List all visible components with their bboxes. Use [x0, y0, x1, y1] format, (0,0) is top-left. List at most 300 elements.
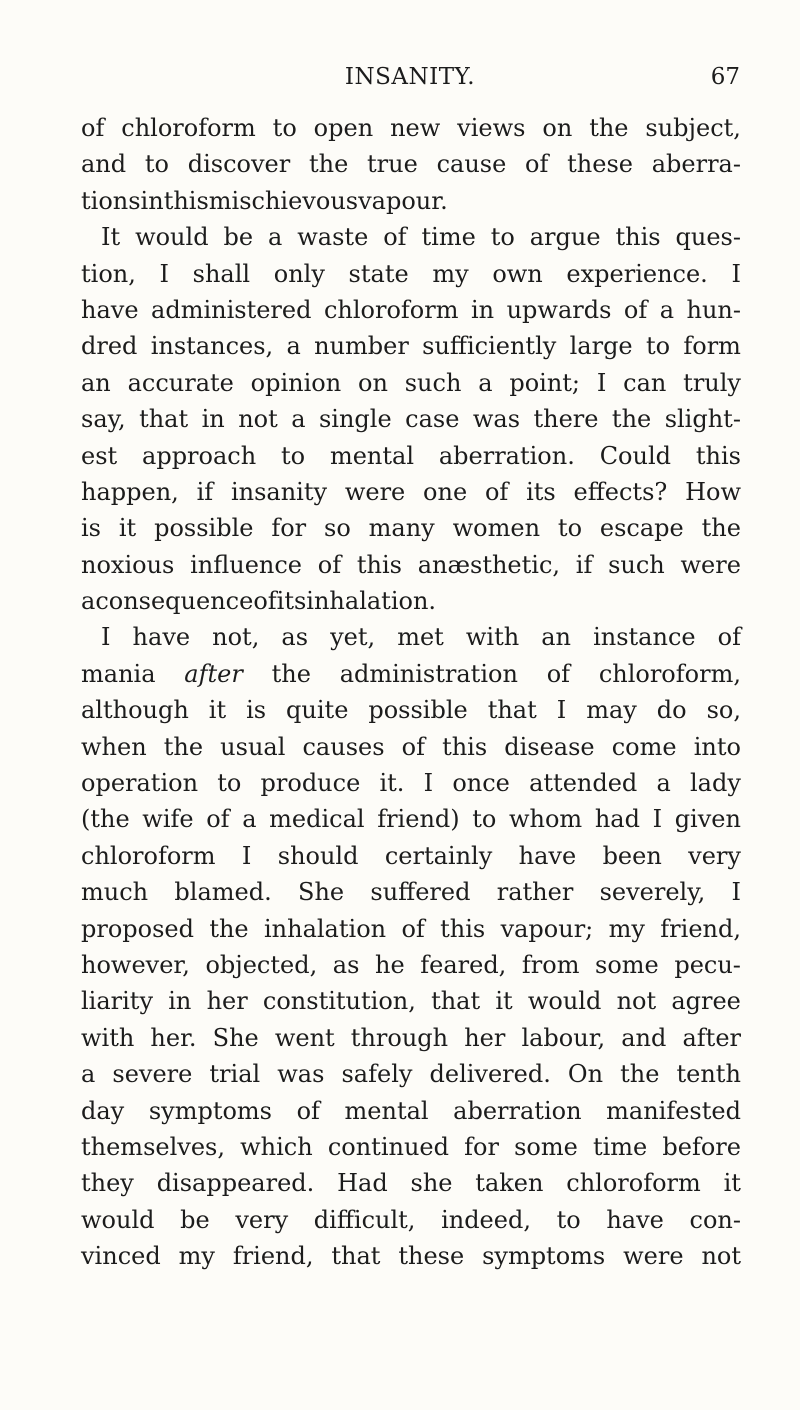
word: to [490, 223, 515, 252]
word: that [487, 696, 537, 725]
text-line [81, 474, 741, 510]
word: so [324, 514, 351, 543]
word: lady [690, 769, 741, 798]
word: from [521, 950, 580, 979]
word: She [298, 878, 345, 907]
word: on [358, 368, 388, 397]
word: themselves, [81, 1132, 225, 1161]
word: the [308, 150, 349, 179]
word: not [238, 405, 278, 434]
word: be [223, 223, 254, 252]
word: inhalation. [306, 587, 437, 616]
word: is [81, 514, 101, 543]
word: once [452, 769, 510, 798]
text-line [81, 838, 741, 874]
word: large [569, 332, 633, 361]
word: some [595, 950, 659, 979]
word: of [253, 587, 277, 616]
text-line [81, 692, 741, 728]
word: It [101, 223, 121, 252]
word: (the [81, 805, 130, 834]
text-line [81, 256, 741, 292]
word: possible [154, 514, 254, 543]
word: views [457, 114, 526, 142]
word: Had [337, 1169, 388, 1198]
word: chloroform [121, 114, 256, 142]
word: to [217, 769, 242, 798]
word: some [514, 1132, 578, 1161]
word: time [592, 1132, 648, 1161]
text-line [81, 1165, 741, 1201]
word: noxious [81, 550, 175, 579]
word: escape [599, 514, 684, 543]
word: would [81, 1205, 155, 1234]
word: severe [112, 1060, 193, 1089]
word: case [405, 405, 460, 434]
word: consequence [95, 587, 254, 616]
word: were [344, 477, 406, 506]
word: her [206, 987, 248, 1016]
text-line [81, 1093, 741, 1129]
word: be [180, 1205, 210, 1234]
word: to [556, 1205, 581, 1234]
word: of [296, 1096, 320, 1125]
word: went [274, 1023, 335, 1052]
word: it [723, 1169, 741, 1198]
word: produce [260, 769, 361, 798]
word: manifested [606, 1096, 741, 1125]
word: happen, [81, 477, 179, 506]
word: of [401, 732, 425, 761]
word: yet, [330, 623, 376, 652]
word: should [277, 841, 359, 870]
word: come [611, 732, 677, 761]
word: it [495, 987, 513, 1016]
word: when [81, 732, 147, 761]
word: an [81, 368, 111, 397]
word: to [472, 805, 497, 834]
word: anæsthetic, [417, 550, 561, 579]
word: it [118, 514, 137, 543]
word: have [518, 841, 577, 870]
text-line [81, 401, 741, 437]
word: this [442, 732, 488, 761]
word: possible [368, 696, 468, 725]
word: it. [379, 769, 405, 798]
text-line [81, 292, 741, 328]
word: Could [599, 441, 671, 470]
word: to [557, 514, 583, 543]
word: I [101, 623, 111, 652]
word: given [674, 805, 741, 834]
text-line [81, 583, 741, 619]
word: have [81, 295, 139, 324]
word: that [139, 405, 189, 434]
page-body-text [81, 110, 741, 1275]
word: est [81, 441, 118, 470]
word: aberration [453, 1096, 582, 1125]
text-line [81, 729, 741, 765]
word: agree [671, 987, 741, 1016]
text-line [81, 328, 741, 364]
word: I [731, 878, 741, 907]
word: of [383, 223, 407, 252]
word: a [268, 223, 283, 252]
word: dred [81, 332, 138, 361]
text-line [81, 801, 741, 837]
word: and [621, 1023, 667, 1052]
word: he [375, 950, 405, 979]
word: subject, [645, 114, 741, 142]
word: quite [286, 696, 349, 725]
word: of [317, 550, 342, 579]
word: many [368, 514, 435, 543]
word: day [81, 1096, 125, 1125]
text-line [81, 1056, 741, 1092]
word: friend, [232, 1242, 314, 1271]
word: the [209, 914, 249, 943]
word: in [140, 186, 164, 215]
word: usual [220, 732, 286, 761]
word: a [291, 405, 306, 434]
word: liarity [81, 987, 154, 1016]
word: with [465, 623, 520, 652]
word: symptoms [148, 1096, 272, 1125]
word: discover [187, 150, 291, 179]
word: own [492, 259, 543, 288]
word: effects? [573, 477, 668, 506]
text-line [81, 619, 741, 655]
text-line [81, 183, 741, 219]
word: blamed. [174, 878, 272, 907]
running-title: INSANITY. [344, 64, 476, 90]
word: pecu- [674, 950, 741, 979]
word: into [693, 732, 741, 761]
text-line [81, 656, 741, 692]
word: as [281, 623, 309, 652]
word: have [132, 623, 191, 652]
text-line [81, 365, 741, 401]
word: friend) [377, 805, 460, 834]
word: symptoms [482, 1242, 606, 1271]
word: tions [81, 186, 141, 215]
text-line [81, 1129, 741, 1165]
word: upwards [506, 295, 612, 324]
word: aberra- [651, 150, 741, 179]
word: if [575, 550, 593, 579]
word: point; [509, 368, 581, 397]
word: this [695, 441, 741, 470]
word: suffered [370, 878, 471, 907]
word: they [81, 1169, 134, 1198]
word: mania [81, 659, 156, 688]
word: say, [81, 405, 126, 434]
word: state [348, 259, 409, 288]
text-line [81, 983, 741, 1019]
word: a [81, 1060, 96, 1089]
word: very [235, 1205, 289, 1234]
word: my [178, 1242, 215, 1271]
word: I [159, 259, 169, 288]
word: a [478, 368, 493, 397]
word: was [277, 1060, 325, 1089]
word: my [608, 914, 645, 943]
word: through [350, 1023, 449, 1052]
text-line [81, 1202, 741, 1238]
word: a [656, 769, 671, 798]
word: of [401, 914, 425, 943]
word: on [542, 114, 573, 142]
word: How [685, 477, 741, 506]
word: operation [81, 769, 199, 798]
word: been [602, 841, 662, 870]
word: the [701, 514, 741, 543]
word: mental [344, 1096, 429, 1125]
word: number [314, 332, 409, 361]
word: administration [339, 659, 518, 688]
word: to [144, 150, 169, 179]
word: its [276, 587, 307, 616]
word: this [615, 223, 661, 252]
word: chloroform, [598, 659, 741, 688]
word: chloroform [323, 295, 459, 324]
running-head [80, 60, 740, 94]
word: experience. [566, 259, 708, 288]
word: mischievous [208, 186, 359, 215]
word: met [397, 623, 444, 652]
word: much [81, 878, 149, 907]
word: to [281, 441, 306, 470]
word: a [81, 587, 96, 616]
word: open [313, 114, 374, 142]
word: such [608, 550, 665, 579]
text-line [81, 110, 741, 146]
word: she [410, 1169, 453, 1198]
word: however, [81, 950, 190, 979]
word: a [242, 805, 257, 834]
word: aberration. [438, 441, 575, 470]
word: delivered. [429, 1060, 551, 1089]
word: approach [142, 441, 257, 470]
word: and [81, 150, 127, 179]
word: con- [689, 1205, 741, 1234]
word: her [464, 1023, 506, 1052]
word: waste [297, 223, 369, 252]
word: proposed [81, 914, 194, 943]
text-line [81, 874, 741, 910]
word: opinion [250, 368, 342, 397]
word: very [688, 841, 741, 870]
word: tion, [81, 259, 136, 288]
word: new [390, 114, 441, 142]
text-line [81, 219, 741, 255]
word: disease [504, 732, 595, 761]
word: time [421, 223, 476, 252]
word: women [452, 514, 541, 543]
word: I [596, 368, 607, 397]
word: causes [302, 732, 385, 761]
word: may [586, 696, 637, 725]
word: influence [190, 550, 302, 579]
word: shall [192, 259, 251, 288]
word: so, [706, 696, 741, 725]
word: would [527, 987, 602, 1016]
word: medical [269, 805, 365, 834]
text-line [81, 1020, 741, 1056]
word: inhalation [263, 914, 387, 943]
word: of [206, 805, 230, 834]
word: it [208, 696, 227, 725]
word: in [168, 987, 192, 1016]
word: chloroform [81, 841, 216, 870]
word: not [616, 987, 657, 1016]
word: I [556, 696, 567, 725]
word: tenth [676, 1060, 741, 1089]
word: ques- [675, 223, 741, 252]
word: an [541, 623, 572, 652]
word: of [81, 114, 105, 142]
word: instances, [150, 332, 274, 361]
word: certainly [384, 841, 493, 870]
word: this [440, 914, 486, 943]
word: had [594, 805, 640, 834]
word: such [404, 368, 462, 397]
word: whom [508, 805, 583, 834]
word: only [273, 259, 325, 288]
word: slight- [664, 405, 741, 434]
word: not [701, 1242, 741, 1271]
page-number: 67 [710, 64, 740, 90]
word: I [423, 769, 434, 798]
word: of [484, 477, 509, 506]
word: feared, [420, 950, 507, 979]
word: can [623, 368, 667, 397]
word: the [163, 732, 204, 761]
word: after [682, 1023, 741, 1052]
word: disappeared. [156, 1169, 315, 1198]
text-line [81, 547, 741, 583]
text-line [81, 765, 741, 801]
word: these [567, 150, 633, 179]
word: were [680, 550, 741, 579]
word: chloroform [566, 1169, 701, 1198]
word: instance [593, 623, 696, 652]
text-line [81, 510, 741, 546]
word: safely [341, 1060, 413, 1089]
word: this [163, 186, 209, 215]
word: I [652, 805, 663, 834]
word: I [731, 259, 741, 288]
word: continued [327, 1132, 449, 1161]
word: sufficiently [422, 332, 557, 361]
word: its [526, 477, 556, 506]
word: to [272, 114, 297, 142]
word: a [659, 295, 675, 324]
word: in [470, 295, 495, 324]
word: argue [529, 223, 601, 252]
word: truly [683, 368, 741, 397]
text-line [81, 911, 741, 947]
word: difficult, [313, 1205, 416, 1234]
word: would [135, 223, 209, 252]
word: of [546, 659, 571, 688]
word: was [472, 405, 521, 434]
word: attended [529, 769, 638, 798]
word: She [212, 1023, 259, 1052]
word: before [662, 1132, 741, 1161]
word: administered [151, 295, 312, 324]
text-line [81, 947, 741, 983]
word: mental [329, 441, 415, 470]
word: accurate [127, 368, 234, 397]
word: to [645, 332, 671, 361]
word: friend, [660, 914, 741, 943]
word: for [464, 1132, 499, 1161]
word: one [423, 477, 468, 506]
word: On [567, 1060, 604, 1089]
word: wife [142, 805, 194, 834]
word: this [356, 550, 402, 579]
word: in [201, 405, 225, 434]
word: vinced [81, 1242, 161, 1271]
word: form [683, 332, 741, 361]
word: the [611, 405, 652, 434]
word: severely, [599, 878, 706, 907]
word: taken [475, 1169, 544, 1198]
word: labour, [521, 1023, 606, 1052]
word: cause [436, 150, 507, 179]
word: the [620, 1060, 660, 1089]
text-line [81, 438, 741, 474]
word: my [432, 259, 469, 288]
word: vapour. [358, 186, 448, 215]
word: although [81, 696, 189, 725]
word: of [525, 150, 549, 179]
word: that [331, 1242, 381, 1271]
word: after [184, 659, 243, 688]
word: the [589, 114, 629, 142]
word: hun- [686, 295, 741, 324]
word: which [240, 1132, 313, 1161]
word: with [81, 1023, 135, 1052]
text-line [81, 146, 741, 182]
word: these [398, 1242, 465, 1271]
word: of [717, 623, 741, 652]
word: her. [150, 1023, 197, 1052]
text-line [81, 1238, 741, 1274]
word: is [246, 696, 267, 725]
word: constitution, [262, 987, 416, 1016]
word: that [431, 987, 481, 1016]
word: not, [212, 623, 260, 652]
word: indeed, [441, 1205, 531, 1234]
word: vapour; [500, 914, 594, 943]
word: objected, [205, 950, 318, 979]
word: there [533, 405, 599, 434]
word: have [606, 1205, 664, 1234]
word: of [623, 295, 648, 324]
word: if [196, 477, 214, 506]
word: single [318, 405, 392, 434]
word: as [332, 950, 360, 979]
word: rather [496, 878, 574, 907]
word: for [271, 514, 307, 543]
word: the [271, 659, 311, 688]
word: do [656, 696, 687, 725]
word: a [286, 332, 301, 361]
word: trial [209, 1060, 261, 1089]
word: insanity [230, 477, 328, 506]
